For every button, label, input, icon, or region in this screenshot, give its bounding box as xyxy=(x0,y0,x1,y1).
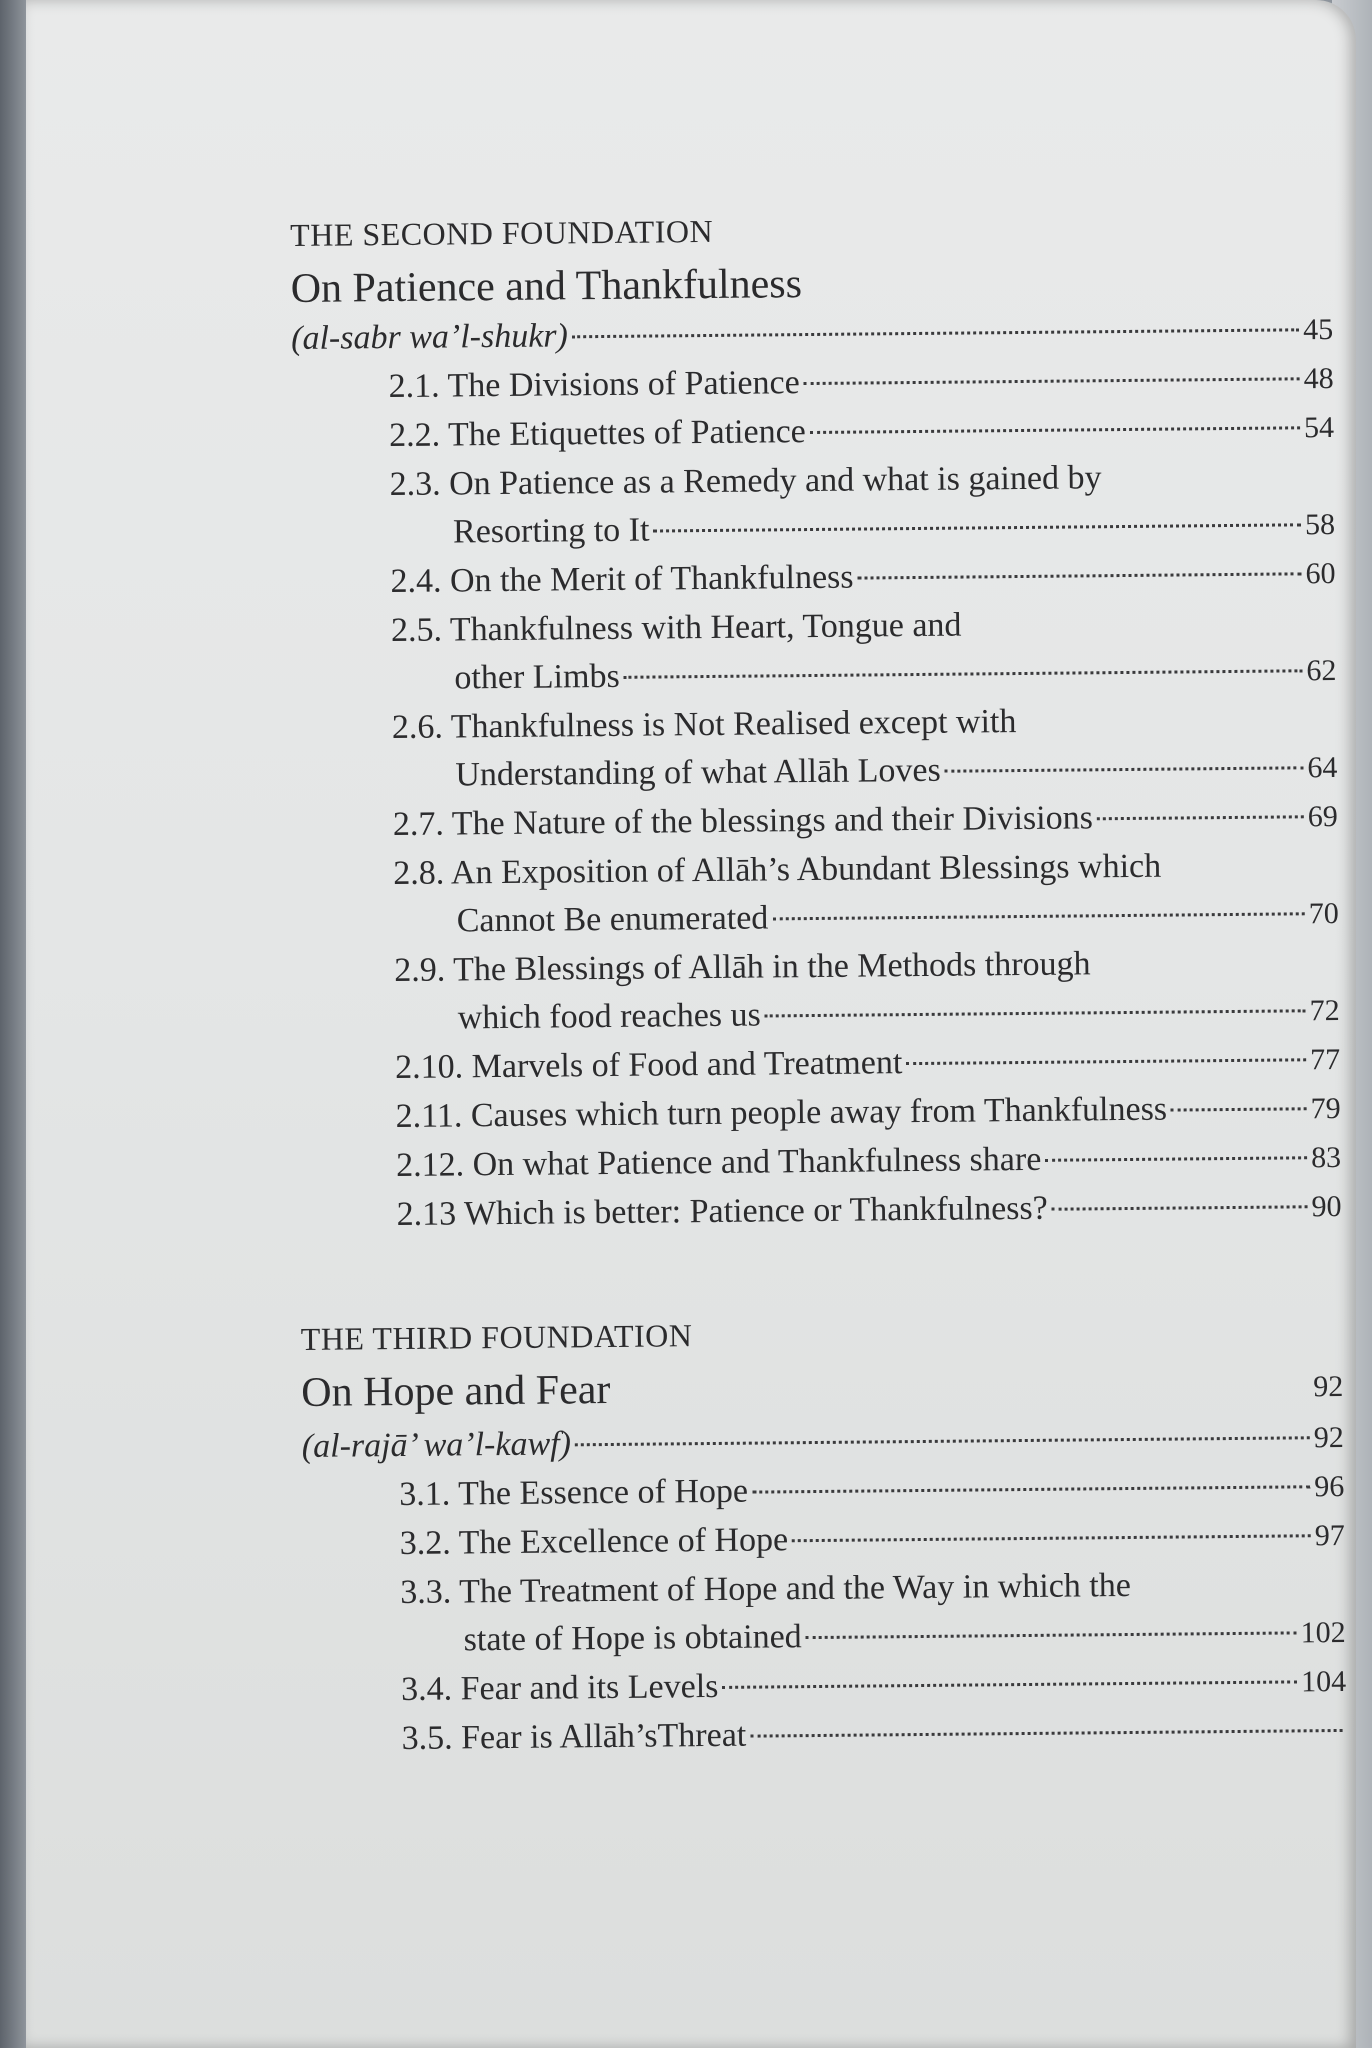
page-number: 48 xyxy=(1303,361,1334,396)
entry-text: 3.1. The Essence of Hope xyxy=(399,1472,749,1514)
toc-entry xyxy=(297,938,1340,1045)
book-page xyxy=(26,0,1356,2048)
entry-text: 2.10. Marvels of Food and Treatment xyxy=(395,1044,903,1087)
dot-leader xyxy=(624,669,1303,679)
table-of-contents xyxy=(290,205,1347,1764)
dot-leader xyxy=(792,1534,1311,1542)
entry-heading: 2.8. An Exposition of Allāh’s Abundant Blessings which xyxy=(393,847,1162,893)
entry-heading: 3.3. The Treatment of Hope and the Way in which the xyxy=(400,1566,1132,1612)
dot-leader xyxy=(858,572,1302,579)
entry-text: which food reaches us xyxy=(457,996,761,1037)
page-number: 83 xyxy=(1310,1140,1342,1175)
entry-text: 3.5. Fear is Allāh’sThreat xyxy=(401,1716,747,1757)
toc-entry xyxy=(292,452,1335,559)
dot-leader xyxy=(1045,1156,1307,1162)
dot-leader xyxy=(752,1485,1310,1493)
section-label: THE THIRD FOUNDATION xyxy=(300,1317,693,1357)
entry-text: 2.1. The Divisions of Patience xyxy=(388,364,800,406)
dot-leader xyxy=(1097,815,1304,820)
entry-text: 3.2. The Excellence of Hope xyxy=(399,1521,789,1563)
entry-text: 2.7. The Nature of the blessings and their Divisions xyxy=(392,799,1094,844)
entry-text: Cannot Be enumerated xyxy=(456,899,769,940)
section-label: THE SECOND FOUNDATION xyxy=(290,212,714,253)
dot-leader xyxy=(653,523,1301,532)
toc-entry xyxy=(295,695,1338,802)
page-number: 102 xyxy=(1300,1615,1346,1650)
dot-leader xyxy=(1171,1107,1307,1111)
dot-leader xyxy=(1052,1205,1308,1210)
entry-text: Understanding of what Allāh Loves xyxy=(455,751,941,794)
section-second-foundation xyxy=(290,205,1342,1241)
page-number: 92 xyxy=(1313,1369,1344,1404)
section-title-row xyxy=(301,1357,1343,1423)
toc-entry xyxy=(299,1182,1341,1241)
toc-entry xyxy=(296,841,1339,948)
dot-leader xyxy=(575,1436,1310,1446)
page-number: 58 xyxy=(1304,507,1336,542)
page-number: 79 xyxy=(1310,1091,1341,1126)
page-number: 45 xyxy=(1302,312,1334,347)
page-number: 90 xyxy=(1311,1189,1342,1224)
page-number: 70 xyxy=(1308,896,1339,931)
section-subtitle: (al-sabr wa’l-shukr) xyxy=(291,317,569,357)
section-third-foundation xyxy=(301,1309,1347,1764)
section-title: On Patience and Thankfulness xyxy=(290,261,803,312)
entry-text: other Limbs xyxy=(454,657,620,697)
page-number: 69 xyxy=(1307,799,1338,834)
page-number: 60 xyxy=(1305,556,1336,591)
dot-leader xyxy=(750,1729,1342,1738)
entry-heading: 2.5. Thankfulness with Heart, Tongue and xyxy=(390,606,962,650)
dot-leader xyxy=(804,377,1300,385)
toc-entry xyxy=(294,598,1337,705)
entry-text: Resorting to It xyxy=(452,511,650,551)
entry-heading: 2.9. The Blessings of Allāh in the Methods through xyxy=(394,945,1091,990)
page-number: 62 xyxy=(1306,653,1337,688)
dot-leader xyxy=(722,1680,1297,1689)
entry-text: 2.2. The Etiquettes of Patience xyxy=(388,413,806,455)
entry-text: 2.12. On what Patience and Thankfulness share xyxy=(395,1140,1042,1185)
entry-heading: 2.3. On Patience as a Remedy and what is gained by xyxy=(389,459,1102,504)
entry-heading: 2.6. Thankfulness is Not Realised except with xyxy=(391,703,1017,747)
section-subtitle: (al-rajā’ wa’l-kawf) xyxy=(301,1425,572,1465)
entry-text: 2.13 Which is better: Patience or Thankfulness? xyxy=(396,1189,1048,1234)
entry-text: 3.4. Fear and its Levels xyxy=(400,1667,719,1708)
entry-text: state of Hope is obtained xyxy=(463,1618,802,1659)
dot-leader xyxy=(906,1058,1306,1065)
page-number: 72 xyxy=(1309,993,1340,1028)
entry-text: 2.11. Causes which turn people away from Thankfulness xyxy=(395,1090,1168,1136)
dot-leader xyxy=(765,1009,1306,1017)
dot-leader xyxy=(806,1631,1297,1639)
dot-leader xyxy=(772,912,1304,920)
dot-leader xyxy=(572,328,1299,338)
toc-entry xyxy=(303,1560,1346,1667)
page-number: 54 xyxy=(1303,410,1335,445)
page-number: 104 xyxy=(1300,1664,1347,1699)
page-number: 97 xyxy=(1314,1518,1345,1553)
page-number: 77 xyxy=(1309,1042,1341,1077)
toc-entry xyxy=(304,1706,1346,1764)
page-number: 92 xyxy=(1313,1420,1344,1455)
dot-leader xyxy=(945,766,1304,772)
page-number: 64 xyxy=(1307,750,1338,785)
section-title: On Hope and Fear xyxy=(301,1366,611,1416)
entry-text: 2.4. On the Merit of Thankfulness xyxy=(390,558,854,601)
dot-leader xyxy=(810,426,1300,434)
page-number: 96 xyxy=(1314,1469,1345,1504)
